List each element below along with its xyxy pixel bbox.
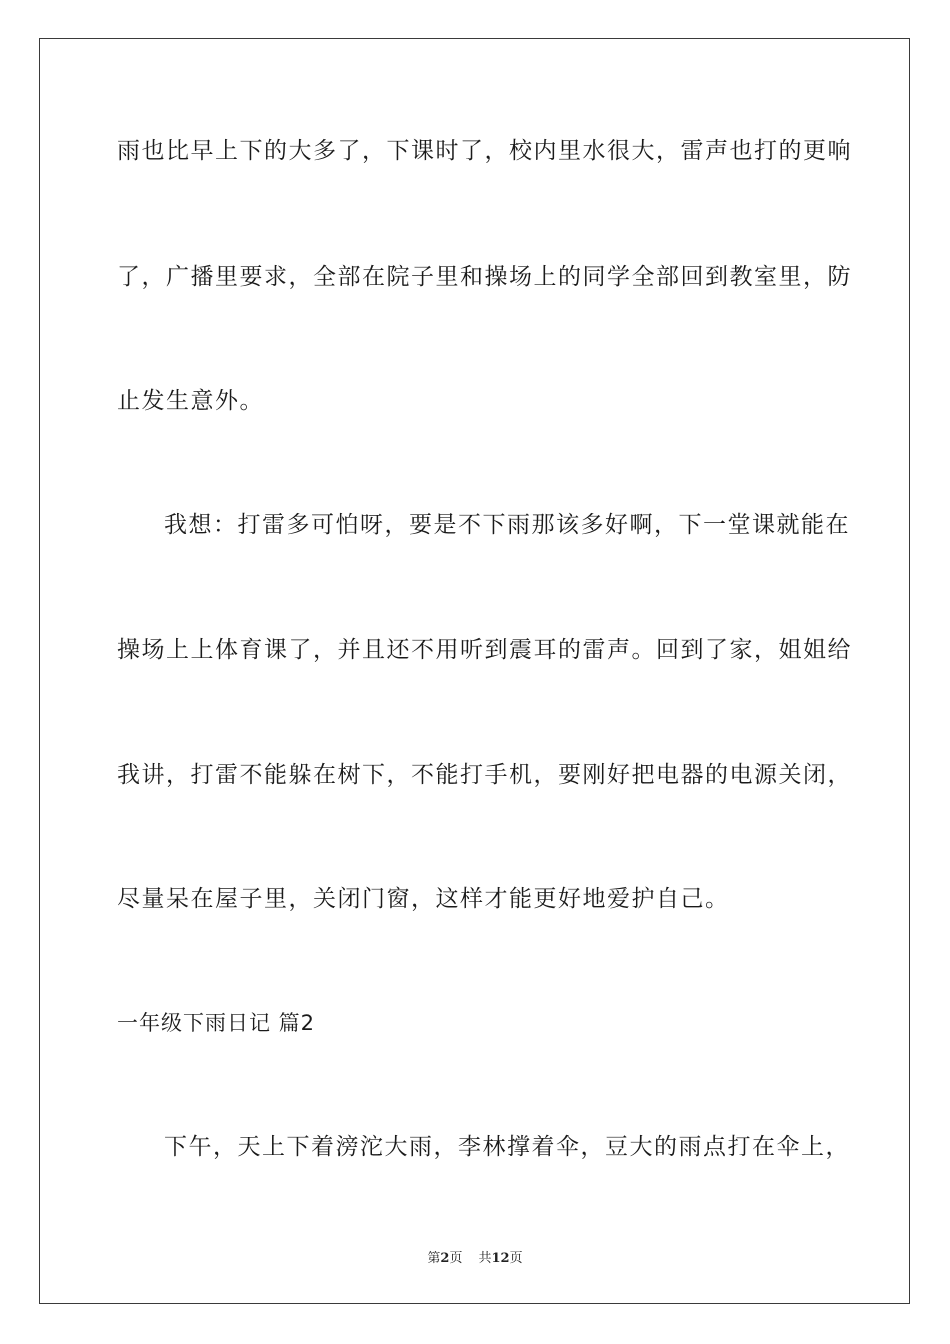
paragraph-2-line-2: 操场上上体育课了，并且还不用听到震耳的雷声。回到了家，姐姐给 (117, 637, 852, 663)
section-heading: 一年级下雨日记 篇2 (117, 1011, 316, 1035)
page-total-prefix: 共 (478, 1251, 492, 1266)
paragraph-2-line-1: 我想：打雷多可怕呀，要是不下雨那该多好啊，下一堂课就能在 (164, 512, 850, 538)
paragraph-1-line-3: 止发生意外。 (117, 388, 264, 414)
paragraph-1-line-2: 了，广播里要求，全部在院子里和操场上的同学全部回到教室里，防 (117, 264, 852, 290)
paragraph-3-line-1: 下午，天上下着滂沱大雨，李林撑着伞，豆大的雨点打在伞上， (164, 1134, 850, 1160)
paragraph-1-line-1: 雨也比早上下的大多了，下课时了，校内里水很大，雷声也打的更响 (117, 138, 852, 164)
page-footer (0, 1247, 950, 1266)
page-number-total: 12 (491, 1251, 510, 1266)
paragraph-2-line-3: 我讲，打雷不能躲在树下，不能打手机，要刚好把电器的电源关闭， (117, 762, 852, 788)
page-number-current: 2 (440, 1251, 450, 1266)
page-total-suffix: 页 (509, 1251, 523, 1266)
page-number-prefix: 第 (427, 1251, 441, 1266)
page-number-suffix: 页 (449, 1251, 463, 1266)
paragraph-2-line-4: 尽量呆在屋子里，关闭门窗，这样才能更好地爱护自己。 (117, 886, 730, 912)
page-border (39, 38, 910, 1304)
